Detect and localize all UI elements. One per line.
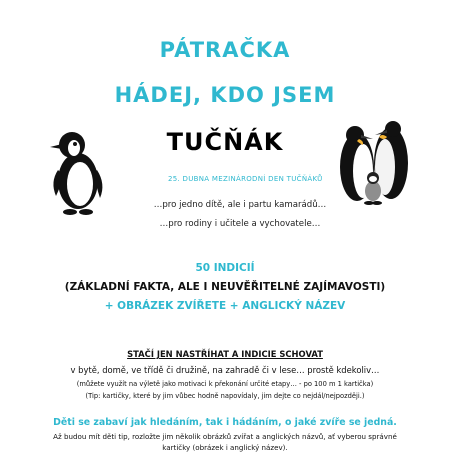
instructions-3: (Tip: kartičky, které by jim vůbec hodně napovídaly, jim dejte co nejdál/nejpozději.) [85, 392, 365, 400]
subtitle-1: …pro jedno dítě, ale i partu kamarádů… [153, 200, 327, 210]
subtitle-2: …pro rodiny i učitele a vychovatele… [159, 219, 321, 229]
instructions-2: (můžete využít na výletě jako motivaci k překonání určité etapy… - po 100 m 1 kartička) [76, 380, 374, 388]
extra-line: + OBRÁZEK ZVÍŘETE + ANGLICKÝ NÁZEV [104, 300, 346, 312]
animal-name: TUČŇÁK [166, 128, 284, 156]
cropped-top-text [0, 0, 450, 4]
title-line-1: PÁTRAČKA [159, 38, 291, 62]
cut-instruction: STAČÍ JEN NASTŘÍHAT A INDICIE SCHOVAT [127, 349, 323, 359]
date-note: 25. DUBNA MEZINÁRODNÍ DEN TUČŇÁKŮ [168, 175, 323, 183]
penguin-icon [48, 126, 108, 218]
instructions-1: v bytě, domě, ve třídě či družině, na zahradě či v lese… prostě kdekoliv… [70, 365, 380, 375]
facts-line: (ZÁKLADNÍ FAKTA, ALE I NEUVĚŘITELNÉ ZAJÍMAVOSTI) [64, 281, 386, 293]
fun-line: Děti se zabaví jak hledáním, tak i hádáním, o jaké zvíře se jedná. [53, 417, 397, 428]
penguin-family-icon [333, 115, 413, 207]
title-line-2: HÁDEJ, KDO JSEM [114, 83, 336, 107]
bottom-text-2: kartičky (obrázek i anglický název). [162, 443, 288, 452]
clue-count: 50 INDICIÍ [195, 262, 255, 274]
bottom-text-1: Až budou mít děti tip, rozložte jim několik obrázků zvířat a anglických názvů, ať vyberou správné [53, 432, 397, 441]
